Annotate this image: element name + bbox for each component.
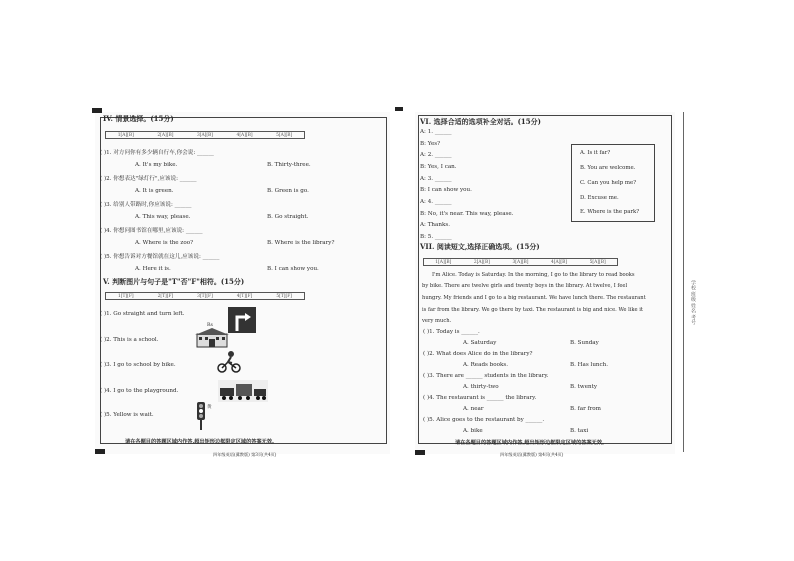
alignment-mark (395, 107, 403, 111)
option-a[interactable]: A. Saturday (463, 340, 497, 346)
alignment-mark (92, 108, 102, 113)
dialogue-line: A: 4. ______ (420, 199, 452, 205)
alignment-mark (95, 449, 105, 454)
passage-line: by bike. There are twelve girls and twenty boys in the library. At twelve, I feel (422, 283, 628, 289)
option-b[interactable]: B. Sunday (570, 340, 599, 346)
dialogue-line: B: Yes, I can. (420, 164, 457, 170)
option-a[interactable]: A. near (463, 406, 484, 412)
passage-line: I'm Alice. Today is Saturday. In the morning, I go to the library to read books (432, 272, 635, 278)
option-a[interactable]: A. It's my bike. (135, 162, 178, 168)
option-a[interactable]: A. It is green. (135, 188, 174, 194)
question-prompt: ( )1. Today is ______. (423, 329, 480, 335)
dialogue-line: B: I can show you. (420, 187, 472, 193)
dialogue-line: B: 5. ______ (420, 234, 452, 240)
passage-line: hungry. My friends and I go to a big restaurant. We have lunch there. The restaurant (422, 295, 646, 301)
school-icon (195, 326, 229, 348)
question-prompt: ( )5. Alice goes to the restaurant by ______. (423, 417, 545, 423)
option-b[interactable]: B. Thirty-three. (267, 162, 311, 168)
option-item: A. Is it far? (580, 150, 611, 156)
section-title: IV. 情景选择。(15分) (103, 114, 174, 123)
dialogue-line: A: 2. ______ (420, 152, 452, 158)
passage-line: is far from the library. We go there by taxi. The restaurant is big and nice. We like it (422, 307, 643, 313)
option-b[interactable]: B. Green is go. (267, 188, 309, 194)
tf-item: ( )1. Go straight and turn left. (100, 311, 185, 317)
tf-item: ( )2. This is a school. (100, 337, 159, 343)
option-a[interactable]: A. thirty-two (463, 384, 499, 390)
dialogue-line: A: Thanks. (420, 222, 451, 228)
question-prompt: ( )3. 给别人带路时,你应该说: ______ (100, 202, 192, 208)
left-exam-page (95, 112, 390, 457)
option-b[interactable]: B. Go straight. (267, 214, 309, 220)
traffic-light-icon (195, 402, 207, 430)
school-sign: Rs (207, 323, 213, 328)
question-prompt: ( )5. 你想告诉对方餐馆就在这儿,应该说: ______ (100, 254, 220, 260)
answer-bubbles[interactable]: 1[A][B] 2[A][B] 3[A][B] 4[A][B] 5[A][B] (105, 131, 305, 139)
option-b[interactable]: B. taxi (570, 428, 589, 434)
question-prompt: ( )2. What does Alice do in the library? (423, 351, 533, 357)
binding-margin-text: 学校 班级 姓名 考号 (690, 280, 696, 325)
dialogue-line: B: Yes? (420, 141, 441, 147)
passage-line: very much. (422, 318, 452, 324)
traffic-scene-icon (218, 380, 268, 402)
option-b[interactable]: B. far from (570, 406, 601, 412)
footer-notice: 请在各题目的答题区域内作答,超出矩形边框限定区域的答案无效。 (125, 439, 278, 445)
section-title: VI. 选择合适的选项补全对话。(15分) (420, 117, 541, 126)
dialogue-line: A: 1. ______ (420, 129, 452, 135)
question-prompt: ( )3. There are ______ students in the library. (423, 373, 549, 379)
light-sign: 黄 (207, 405, 212, 410)
option-b[interactable]: B. Where is the library? (267, 240, 335, 246)
page-number: 四年级英语(冀教版) 第4页(共4页) (500, 452, 564, 457)
option-item: C. Can you help me? (580, 180, 637, 186)
option-b[interactable]: B. Has lunch. (570, 362, 609, 368)
question-prompt: ( )4. 你想问图书馆在哪里,应该说: ______ (100, 228, 203, 234)
question-prompt: ( )1. 对方问你有多少辆自行车,你会说: ______ (100, 150, 214, 156)
tf-item: ( )3. I go to school by bike. (100, 362, 176, 368)
option-a[interactable]: A. Reads books. (463, 362, 509, 368)
binding-line (683, 112, 684, 452)
option-item: D. Excuse me. (580, 195, 619, 201)
section-title: VII. 阅读短文,选择正确选项。(15分) (420, 242, 540, 251)
turn-sign-icon (228, 307, 256, 333)
alignment-mark (415, 450, 425, 455)
option-box (571, 144, 655, 222)
option-a[interactable]: A. This way, please. (135, 214, 191, 220)
option-b[interactable]: B. twenty (570, 384, 598, 390)
option-a[interactable]: A. bike (463, 428, 483, 434)
dialogue-line: B: No, it's near. This way, please. (420, 211, 514, 217)
section-title: V. 判断图片与句子是"T"否"F"相符。(15分) (103, 277, 245, 286)
answer-bubbles[interactable]: 1[A][B] 2[A][B] 3[A][B] 4[A][B] 5[A][B] (423, 258, 618, 266)
tf-item: ( )5. Yellow is wait. (100, 412, 154, 418)
option-item: E. Where is the park? (580, 209, 640, 215)
right-exam-page (415, 112, 675, 457)
question-prompt: ( )4. The restaurant is ______ the library. (423, 395, 537, 401)
cyclist-icon (217, 350, 241, 374)
answer-bubbles[interactable]: 1[T][F] 2[T][F] 3[T][F] 4[T][F] 5[T][F] (105, 292, 305, 300)
option-a[interactable]: A. Here it is. (135, 266, 171, 272)
footer-notice: 请在各题目的答题区域内作答,超出矩形边框限定区域的答案无效。 (455, 440, 608, 446)
dialogue-line: A: 3. ______ (420, 176, 452, 182)
question-prompt: ( )2. 你想表达"绿灯行",应该说: ______ (100, 176, 197, 182)
option-a[interactable]: A. Where is the zoo? (135, 240, 194, 246)
page-number: 四年级英语(冀教版) 第3页(共4页) (213, 452, 277, 457)
option-item: B. You are welcome. (580, 165, 636, 171)
option-b[interactable]: B. I can show you. (267, 266, 319, 272)
tf-item: ( )4. I go to the playground. (100, 388, 179, 394)
